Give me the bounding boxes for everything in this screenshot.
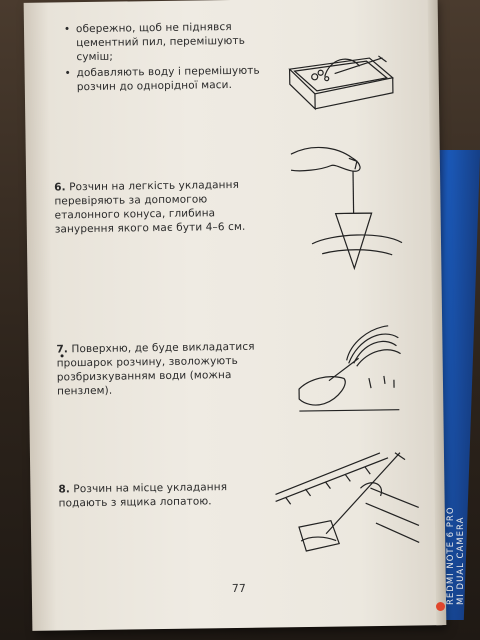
- mixing-bullet-list: [64, 19, 275, 96]
- watermark-line: REDMI NOTE 6 PRO: [446, 506, 456, 605]
- mixing-box-illustration: [274, 38, 405, 120]
- step-number: 7.: [56, 343, 69, 356]
- step-text: Розчин на місце укладання подають з ящика лопатою.: [58, 481, 228, 510]
- bullet-item: • обережно, щоб не піднявся цементний пил, перемішують суміш;: [64, 19, 275, 64]
- brush-spray-illustration: [288, 318, 409, 420]
- bullet-item: • добавляють воду і перемішують розчин до однорідної маси.: [65, 63, 275, 94]
- step-text: Розчин на легкість укладання перевіряють за допомогою еталонного конуса, глибина занурення якого має бути 4–6 см.: [54, 178, 246, 236]
- shovel-box-illustration: [270, 447, 422, 564]
- book-page: [24, 0, 443, 631]
- step-number: 8.: [58, 483, 71, 496]
- step-number: 6.: [54, 181, 66, 194]
- cone-test-illustration: [290, 133, 412, 280]
- camera-watermark: [446, 455, 466, 605]
- step-8: [58, 480, 268, 511]
- step-6: [54, 178, 265, 237]
- watermark-line: MI DUAL CAMERA: [456, 516, 466, 605]
- watermark-dot-icon: [436, 602, 445, 611]
- page-number: 77: [231, 581, 246, 596]
- step-text: Поверхню, де буде викладатися прошарок розчину, зволожують розбризкуванням води (можна пензлем).: [56, 340, 255, 398]
- step-7: [56, 340, 267, 399]
